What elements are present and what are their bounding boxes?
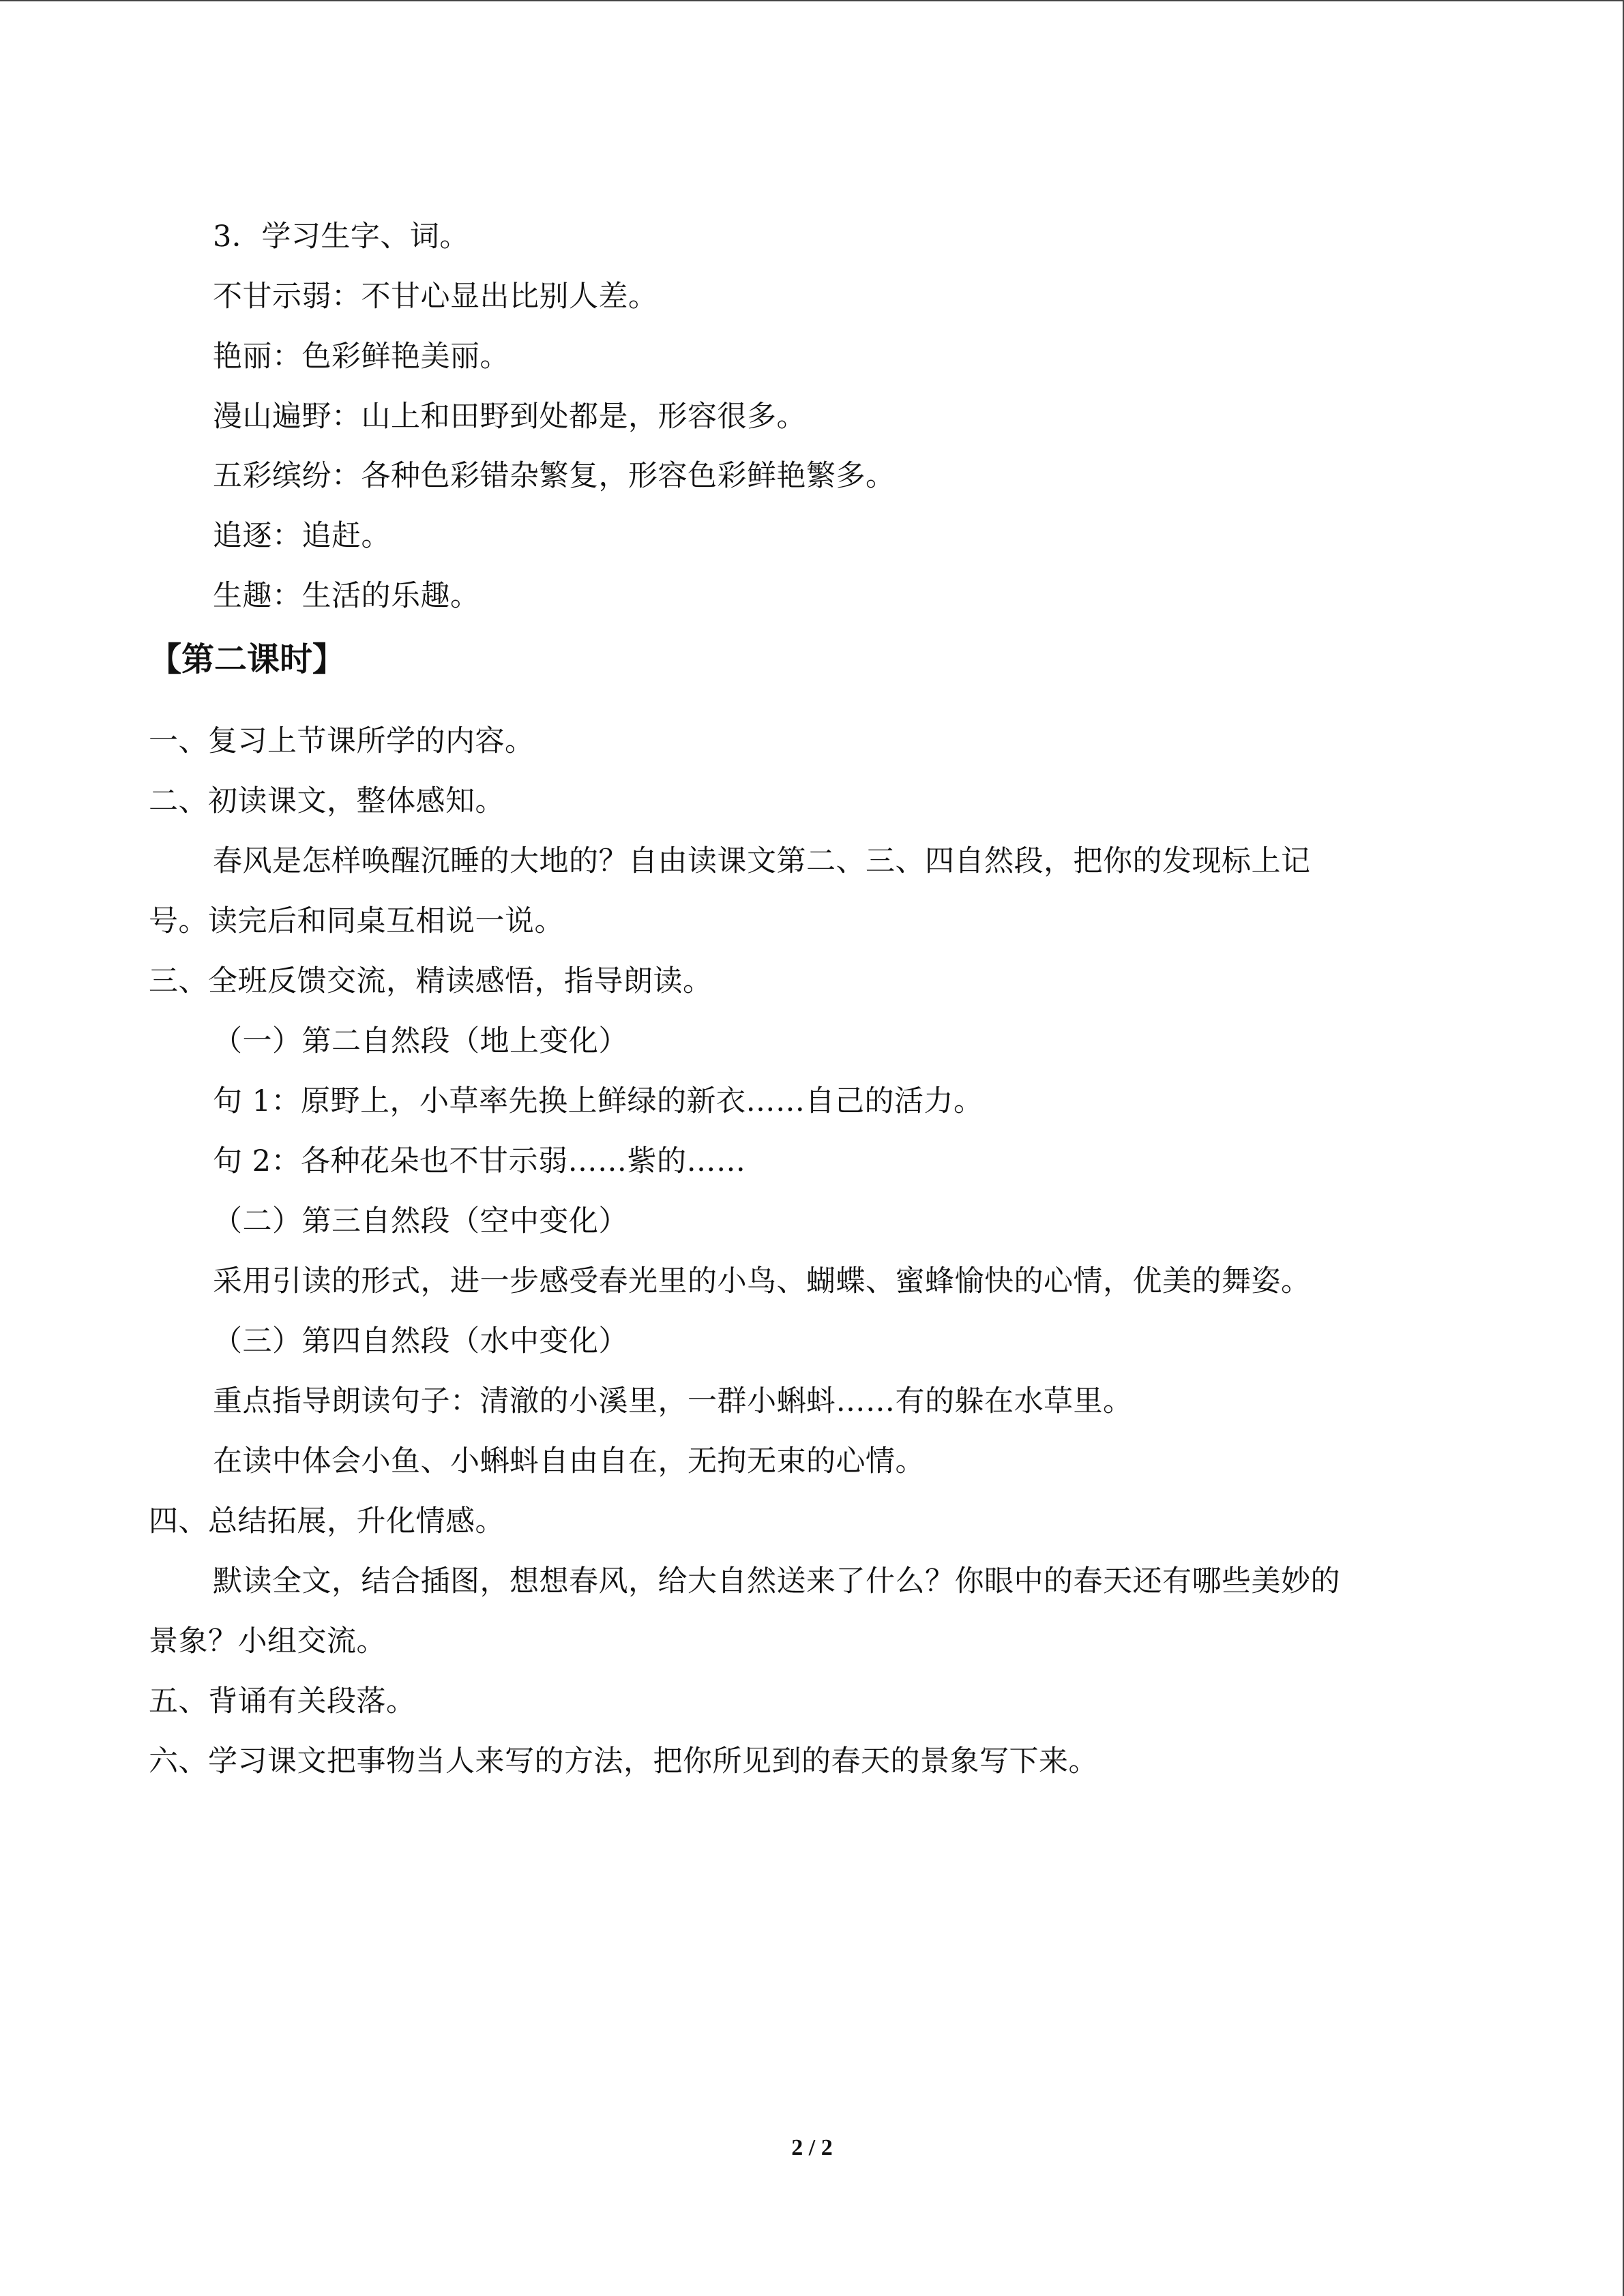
page-number: 2 / 2 [791, 2135, 833, 2160]
text-line: 六、学习课文把事物当人来写的方法，把你所见到的春天的景象写下来。 [149, 1744, 1098, 1778]
text-line: 采用引读的形式，进一步感受春光里的小鸟、蝴蝶、蜜蜂愉快的心情，优美的舞姿。 [213, 1264, 1311, 1298]
text-line: 春风是怎样唤醒沉睡的大地的？自由读课文第二、三、四自然段，把你的发现标上记 [213, 844, 1311, 878]
text-line: 号。读完后和同桌互相说一说。 [149, 904, 564, 938]
text-line: （二）第三自然段（空中变化） [213, 1204, 628, 1238]
text-line: 四、总结拓展，升化情感。 [149, 1504, 505, 1538]
section-heading: 【第二课时】 [149, 640, 346, 679]
text-line: 三、全班反馈交流，精读感悟，指导朗读。 [149, 964, 713, 998]
text-line: （一）第二自然段（地上变化） [213, 1024, 628, 1058]
text-line: 不甘示弱：不甘心显出比别人差。 [213, 280, 658, 314]
text-line: 句 2：各种花朵也不甘示弱……紫的…… [213, 1144, 746, 1178]
text-line: 生趣：生活的乐趣。 [213, 579, 480, 613]
text-line: 一、复习上节课所学的内容。 [149, 724, 535, 758]
top-border-rule [0, 0, 1624, 1]
text-line: 漫山遍野：山上和田野到处都是，形容很多。 [213, 400, 806, 434]
text-line: 重点指导朗读句子：清澈的小溪里，一群小蝌蚪……有的躲在水草里。 [213, 1384, 1133, 1418]
text-line: 二、初读课文，整体感知。 [149, 784, 505, 818]
text-line: 句 1：原野上，小草率先换上鲜绿的新衣……自己的活力。 [213, 1084, 984, 1118]
text-line: 景象？小组交流。 [149, 1624, 386, 1658]
text-line: 追逐：追赶。 [213, 519, 391, 553]
text-line: 艳丽：色彩鲜艳美丽。 [213, 340, 510, 374]
text-line: 在读中体会小鱼、小蝌蚪自由自在，无拘无束的心情。 [213, 1444, 925, 1478]
text-line: 五彩缤纷：各种色彩错杂繁复，形容色彩鲜艳繁多。 [213, 459, 896, 493]
text-line: 五、背诵有关段落。 [149, 1684, 416, 1718]
text-line: 3．学习生字、词。 [213, 220, 469, 254]
text-line: 默读全文，结合插图，想想春风，给大自然送来了什么？你眼中的春天还有哪些美妙的 [213, 1564, 1340, 1598]
text-line: （三）第四自然段（水中变化） [213, 1324, 628, 1358]
